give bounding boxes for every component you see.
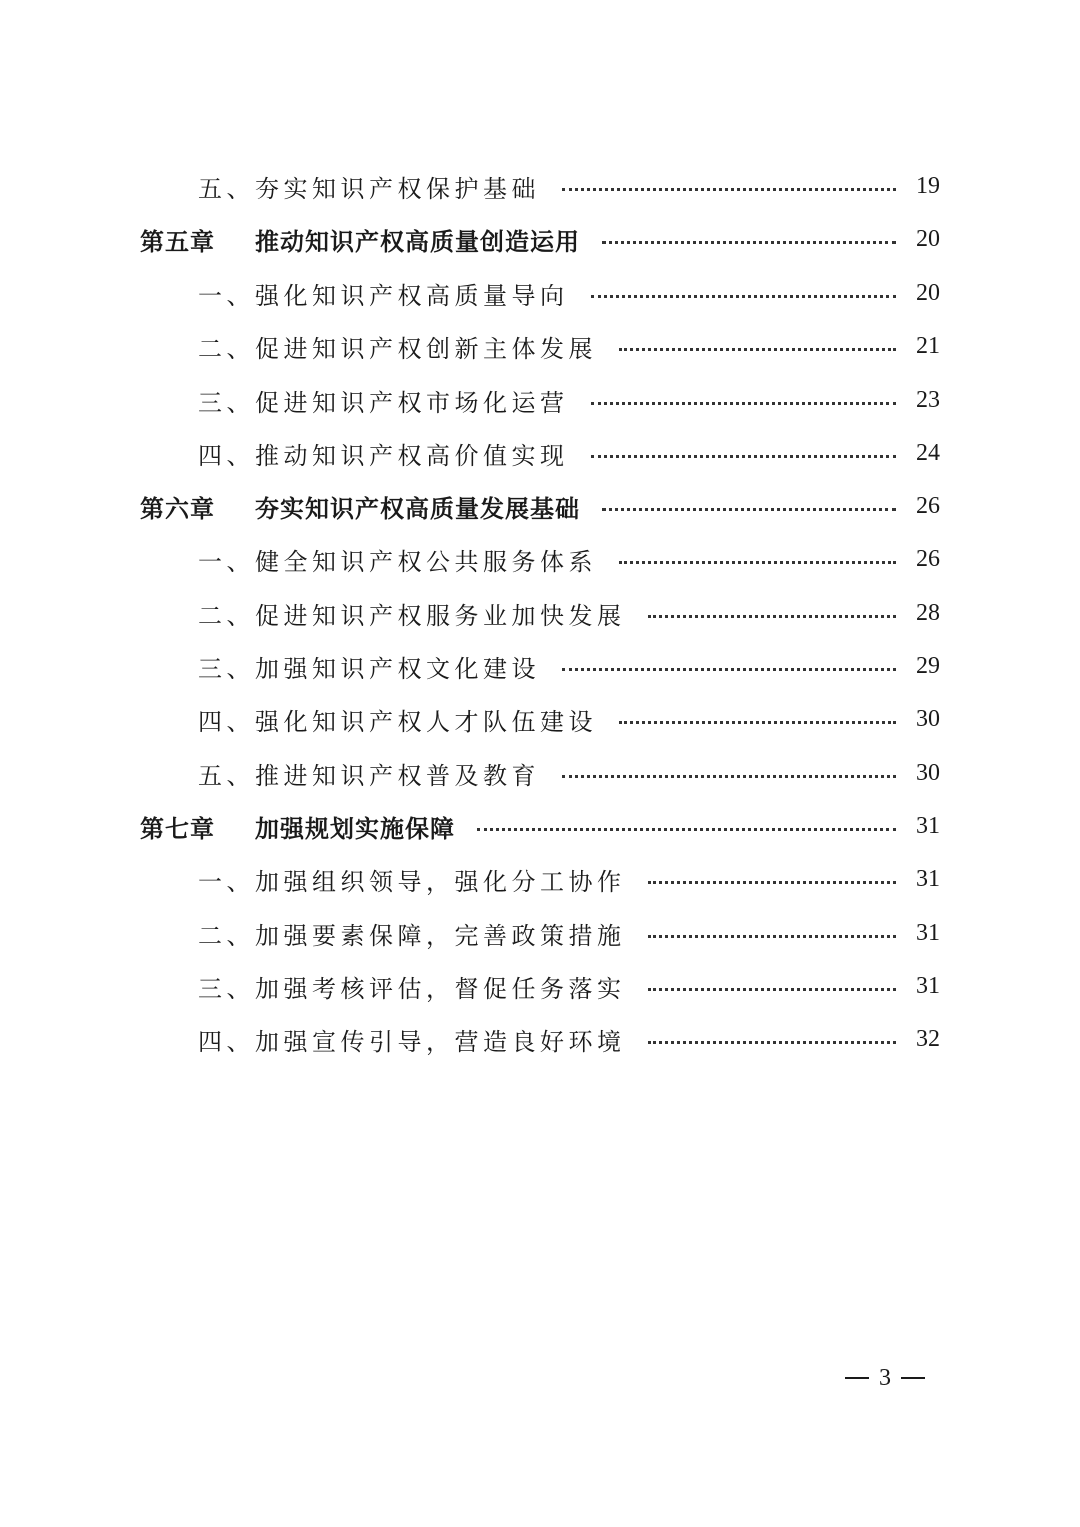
- toc-entry[interactable]: [198, 966, 940, 1006]
- dot-leader: [591, 295, 897, 298]
- toc-entry[interactable]: [198, 1019, 940, 1059]
- toc-entry-title: 五、夯实知识产权保护基础: [198, 174, 540, 203]
- dot-leader: [562, 668, 896, 671]
- toc-entry-page: 24: [916, 439, 940, 466]
- dot-leader: [477, 828, 896, 831]
- toc-entry-page: 20: [916, 279, 940, 306]
- toc-entry-title: 一、加强组织领导，强化分工协作: [198, 867, 626, 896]
- toc-entry-page: 30: [916, 759, 940, 786]
- dot-leader: [602, 241, 896, 244]
- toc-entry[interactable]: [198, 166, 940, 206]
- toc-entry[interactable]: [198, 646, 940, 686]
- toc-entry-page: 32: [916, 1025, 940, 1052]
- toc-entry-title: 加强规划实施保障: [255, 814, 455, 843]
- toc-entry-page: 29: [916, 652, 940, 679]
- toc-entry-title: 四、加强宣传引导，营造良好环境: [198, 1027, 626, 1056]
- toc-entry[interactable]: [198, 699, 940, 739]
- toc-entry-page: 19: [916, 172, 940, 199]
- toc-entry-page: 20: [916, 225, 940, 252]
- dot-leader: [648, 881, 897, 884]
- dot-leader: [591, 455, 897, 458]
- toc-chapter-entry[interactable]: [140, 486, 940, 526]
- toc-entry[interactable]: [198, 273, 940, 313]
- toc-entry-page: 26: [916, 492, 940, 519]
- toc-entry-title: 四、强化知识产权人才队伍建设: [198, 707, 597, 736]
- toc-entry-title: 四、推动知识产权高价值实现: [198, 441, 569, 470]
- toc-entry-page: 31: [916, 919, 940, 946]
- toc-entry[interactable]: [198, 859, 940, 899]
- toc-entry-title: 一、健全知识产权公共服务体系: [198, 547, 597, 576]
- chapter-number: 第五章: [140, 227, 215, 256]
- dot-leader: [648, 1041, 897, 1044]
- footer-dash-right: [901, 1377, 925, 1379]
- page-number: 3: [879, 1364, 891, 1391]
- dot-leader: [619, 721, 896, 724]
- toc-entry-title: 二、促进知识产权服务业加快发展: [198, 601, 626, 630]
- toc-entry-page: 28: [916, 599, 940, 626]
- dot-leader: [619, 561, 896, 564]
- toc-entry-title: 二、促进知识产权创新主体发展: [198, 334, 597, 363]
- toc-entry-title: 夯实知识产权高质量发展基础: [255, 494, 580, 523]
- toc-entry-page: 26: [916, 545, 940, 572]
- toc-entry-page: 31: [916, 972, 940, 999]
- toc-entry[interactable]: [198, 380, 940, 420]
- toc-entry[interactable]: [198, 539, 940, 579]
- toc-entry-title: 推动知识产权高质量创造运用: [255, 227, 580, 256]
- toc-chapter-entry[interactable]: [140, 806, 940, 846]
- dot-leader: [648, 935, 897, 938]
- toc-entry-title: 二、加强要素保障，完善政策措施: [198, 921, 626, 950]
- toc-entry[interactable]: [198, 753, 940, 793]
- toc-entry[interactable]: [198, 593, 940, 633]
- toc-entry-title: 一、强化知识产权高质量导向: [198, 281, 569, 310]
- toc-entry[interactable]: [198, 433, 940, 473]
- dot-leader: [591, 402, 897, 405]
- toc-entry[interactable]: [198, 326, 940, 366]
- dot-leader: [648, 615, 897, 618]
- dot-leader: [619, 348, 896, 351]
- toc-entry-title: 三、加强知识产权文化建设: [198, 654, 540, 683]
- dot-leader: [562, 775, 896, 778]
- toc-entry-page: 31: [916, 812, 940, 839]
- chapter-number: 第六章: [140, 494, 215, 523]
- toc-entry-title: 三、促进知识产权市场化运营: [198, 388, 569, 417]
- toc-entry[interactable]: [198, 913, 940, 953]
- dot-leader: [648, 988, 897, 991]
- page-footer: [835, 1360, 935, 1396]
- dot-leader: [602, 508, 896, 511]
- chapter-number: 第七章: [140, 814, 215, 843]
- toc-entry-page: 31: [916, 865, 940, 892]
- toc-entry-page: 30: [916, 705, 940, 732]
- toc-entry-page: 23: [916, 386, 940, 413]
- toc-entry-title: 五、推进知识产权普及教育: [198, 761, 540, 790]
- toc-entry-page: 21: [916, 332, 940, 359]
- dot-leader: [562, 188, 896, 191]
- toc-entry-title: 三、加强考核评估，督促任务落实: [198, 974, 626, 1003]
- toc-chapter-entry[interactable]: [140, 219, 940, 259]
- footer-dash-left: [845, 1377, 869, 1379]
